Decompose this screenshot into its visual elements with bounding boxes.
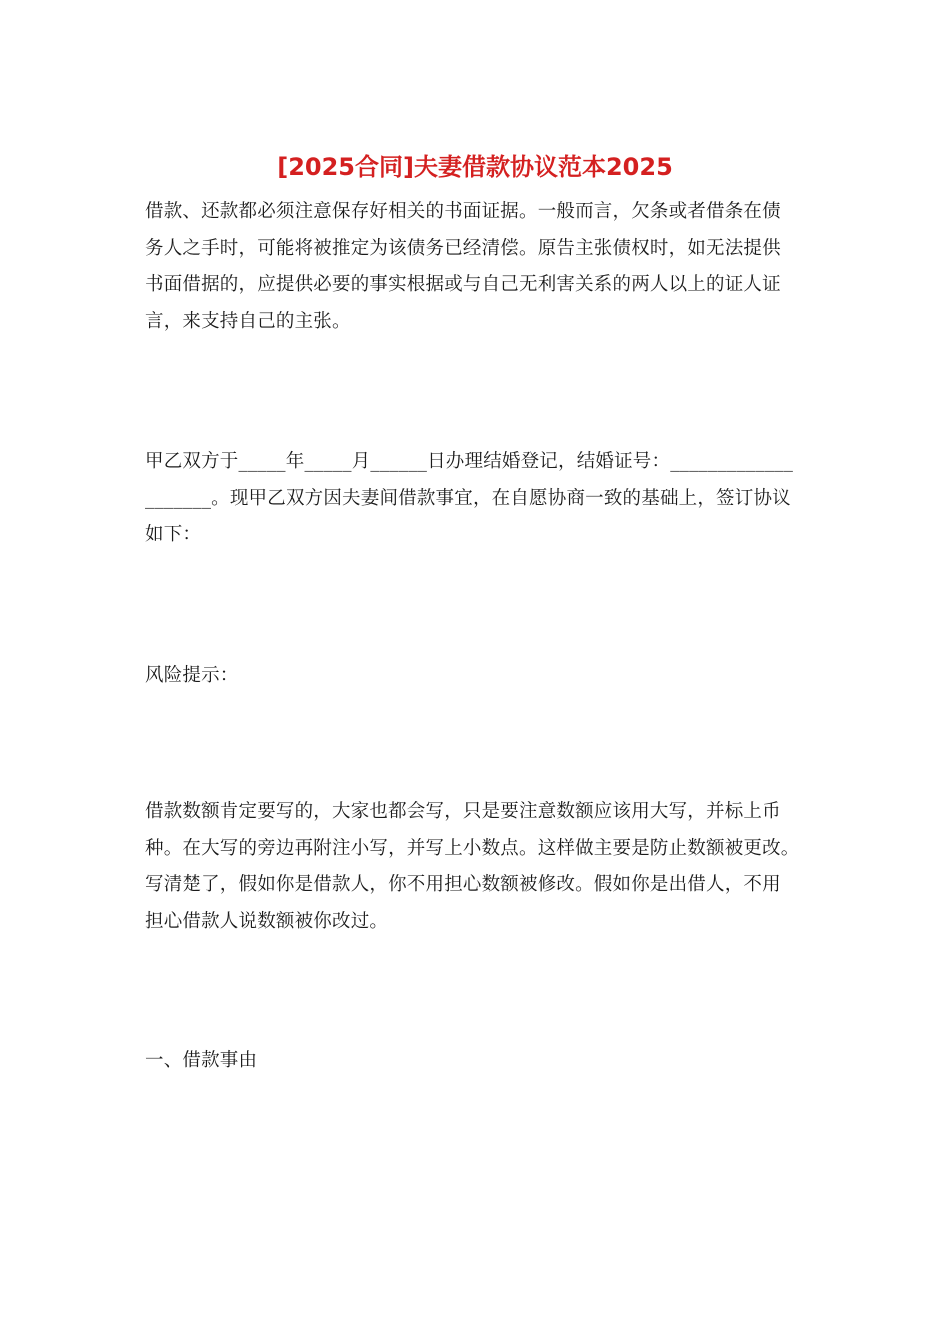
intro-line: 言，来支持自己的主张。 — [145, 310, 351, 332]
amount-paragraph — [145, 794, 810, 940]
amount-line: 种。在大写的旁边再附注小写，并写上小数点。这样做主要是防止数额被更改。 — [145, 837, 800, 859]
section-one-heading: 一、借款事由 — [145, 1050, 258, 1071]
intro-line: 务人之手时，可能将被推定为该债务已经清偿。原告主张债权时，如无法提供 — [145, 237, 781, 259]
intro-paragraph — [145, 194, 810, 340]
amount-line: 写清楚了，假如你是借款人，你不用担心数额被修改。假如你是出借人，不用 — [145, 874, 781, 895]
marriage-line: 如下： — [145, 524, 202, 545]
document-title: [2025合同]夫妻借款协议范本2025 — [277, 153, 673, 181]
intro-line: 借款、还款都必须注意保存好相关的书面证据。一般而言，欠条或者借条在债 — [145, 201, 781, 222]
marriage-line: 甲乙双方于_____年_____月______日办理结婚登记，结婚证号：_____________ — [145, 451, 794, 472]
marriage-line: _______。现甲乙双方因夫妻间借款事宜，在自愿协商一致的基础上，签订协议 — [145, 487, 791, 509]
intro-line: 书面借据的，应提供必要的事实根据或与自己无利害关系的两人以上的证人证 — [145, 274, 781, 295]
marriage-paragraph — [145, 444, 810, 554]
risk-heading: 风险提示： — [145, 665, 239, 686]
amount-line: 借款数额肯定要写的，大家也都会写，只是要注意数额应该用大写，并标上币 — [145, 801, 781, 822]
amount-line: 担心借款人说数额被你改过。 — [145, 910, 389, 932]
